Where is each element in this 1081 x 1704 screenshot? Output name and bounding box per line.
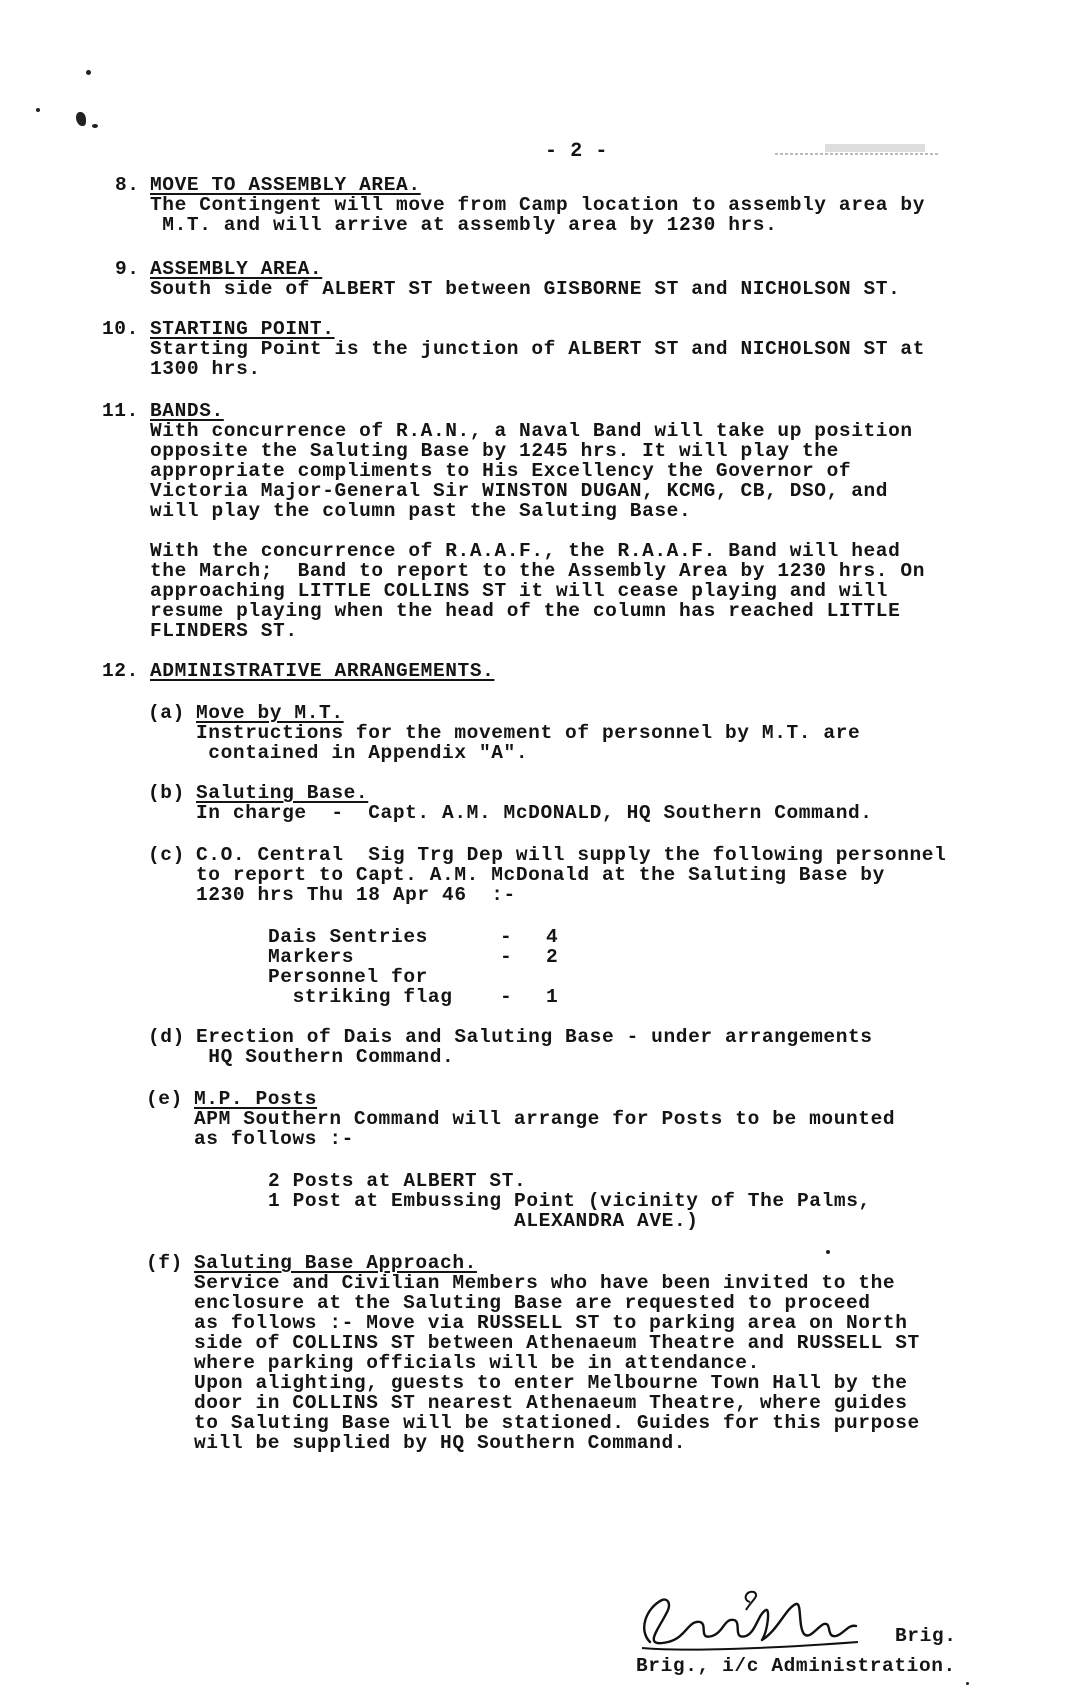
personnel-count: 2 (546, 946, 559, 968)
body-line: Upon alighting, guests to enter Melbourne Town Hall by the (194, 1372, 908, 1394)
item-number: 8. (115, 174, 140, 196)
post-line: ALEXANDRA AVE.) (268, 1210, 699, 1232)
scan-speck (36, 108, 40, 112)
body-line: as follows :- (194, 1128, 354, 1150)
sub-item-label: (e) (146, 1088, 183, 1110)
body-line: The Contingent will move from Camp location to assembly area by (150, 194, 926, 216)
body-line: Erection of Dais and Saluting Base - under arrangements (196, 1026, 873, 1048)
body-line: enclosure at the Saluting Base are requested to proceed (194, 1292, 871, 1314)
body-line: will be supplied by HQ Southern Command. (194, 1432, 687, 1454)
body-line: 1230 hrs Thu 18 Apr 46 :- (196, 884, 516, 906)
sub-item-label: (c) (148, 844, 185, 866)
scan-speck (76, 112, 86, 126)
body-line: Instructions for the movement of personnel by M.T. are (196, 722, 861, 744)
body-line: In charge - Capt. A.M. McDONALD, HQ Southern Command. (196, 802, 873, 824)
scan-speck (966, 1682, 969, 1685)
sub-item-label: (d) (148, 1026, 185, 1048)
sub-item-label: (f) (146, 1252, 183, 1274)
section-heading: ADMINISTRATIVE ARRANGEMENTS. (150, 660, 495, 682)
body-line: M.T. and will arrive at assembly area by 1230 hrs. (150, 214, 778, 236)
personnel-dash: - (500, 986, 513, 1008)
body-line: With the concurrence of R.A.A.F., the R.A.A.F. Band will head (150, 540, 901, 562)
body-line: where parking officials will be in attendance. (194, 1352, 760, 1374)
sub-item-heading: M.P. Posts (194, 1088, 318, 1110)
body-line: as follows :- Move via RUSSELL ST to parking area on North (194, 1312, 908, 1334)
item-number: 11. (102, 400, 139, 422)
body-line: C.O. Central Sig Trg Dep will supply the following personnel (196, 844, 947, 866)
section-heading: BANDS. (150, 400, 224, 422)
personnel-dash: - (500, 946, 513, 968)
personnel-label: Dais Sentries (268, 926, 428, 948)
sub-item-label: (b) (148, 782, 185, 804)
body-line: to report to Capt. A.M. McDonald at the Saluting Base by (196, 864, 885, 886)
body-line: the March; Band to report to the Assembly Area by 1230 hrs. On (150, 560, 926, 582)
sub-item-label: (a) (148, 702, 185, 724)
body-line: will play the column past the Saluting Base. (150, 500, 692, 522)
body-line: opposite the Saluting Base by 1245 hrs. It will play the (150, 440, 839, 462)
body-line: HQ Southern Command. (196, 1046, 455, 1068)
signature-title: Brig., i/c Administration. (636, 1655, 956, 1677)
body-line: APM Southern Command will arrange for Posts to be mounted (194, 1108, 896, 1130)
sub-item-heading: Move by M.T. (196, 702, 344, 724)
body-line: South side of ALBERT ST between GISBORNE ST and NICHOLSON ST. (150, 278, 901, 300)
post-line: 1 Post at Embussing Point (vicinity of The Palms, (268, 1190, 871, 1212)
body-line: side of COLLINS ST between Athenaeum Theatre and RUSSELL ST (194, 1332, 920, 1354)
item-number: 12. (102, 660, 139, 682)
scan-speck (826, 1250, 830, 1254)
page-number: - 2 - (545, 140, 609, 163)
item-number: 10. (102, 318, 139, 340)
body-line: resume playing when the head of the column has reached LITTLE (150, 600, 901, 622)
scan-speck (92, 124, 98, 128)
body-line: FLINDERS ST. (150, 620, 298, 642)
personnel-count: 4 (546, 926, 559, 948)
section-heading: ASSEMBLY AREA. (150, 258, 323, 280)
signature-rank: Brig. (895, 1625, 957, 1647)
body-line: contained in Appendix "A". (196, 742, 529, 764)
body-line: Victoria Major-General Sir WINSTON DUGAN, KCMG, CB, DSO, and (150, 480, 889, 502)
body-line: Service and Civilian Members who have been invited to the (194, 1272, 896, 1294)
personnel-label: Markers (268, 946, 355, 968)
personnel-label: striking flag (268, 986, 453, 1008)
personnel-count: 1 (546, 986, 559, 1008)
section-heading: MOVE TO ASSEMBLY AREA. (150, 174, 421, 196)
post-line: 2 Posts at ALBERT ST. (268, 1170, 527, 1192)
sub-item-heading: Saluting Base Approach. (194, 1252, 477, 1274)
handwritten-signature (628, 1590, 898, 1660)
body-line: Starting Point is the junction of ALBERT ST and NICHOLSON ST at (150, 338, 926, 360)
body-line: 1300 hrs. (150, 358, 261, 380)
body-line: With concurrence of R.A.N., a Naval Band will take up position (150, 420, 913, 442)
scan-speck (86, 70, 91, 75)
personnel-dash: - (500, 926, 513, 948)
body-line: approaching LITTLE COLLINS ST it will cease playing and will (150, 580, 889, 602)
body-line: to Saluting Base will be stationed. Guides for this purpose (194, 1412, 920, 1434)
item-number: 9. (115, 258, 140, 280)
section-heading: STARTING POINT. (150, 318, 335, 340)
body-line: door in COLLINS ST nearest Athenaeum Theatre, where guides (194, 1392, 908, 1414)
body-line: appropriate compliments to His Excellency the Governor of (150, 460, 852, 482)
faint-stamp-mark (775, 140, 955, 158)
sub-item-heading: Saluting Base. (196, 782, 369, 804)
personnel-label: Personnel for (268, 966, 428, 988)
